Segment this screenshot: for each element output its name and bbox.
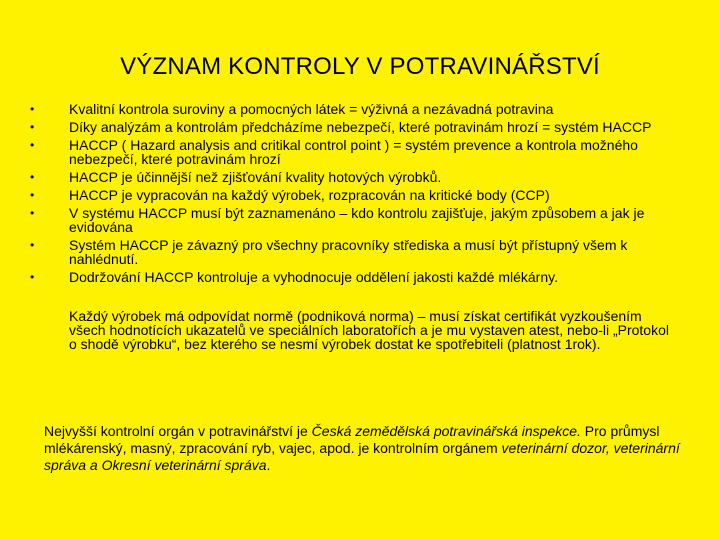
bullet-list — [44, 102, 694, 288]
inspection-text-2: Pro průmysl mlékárenský, masný, zpracování ryb, vajec, apod. je kontrolním orgánem — [44, 423, 660, 456]
bullet-item: • Systém HACCP je závazný pro všechny pracovníky střediska a musí být přístupný všem k nahlédnutí. — [44, 238, 694, 266]
bullet-item: • V systému HACCP musí být zaznamenáno – kdo kontrolu zajišťuje, jakým způsobem a jak je evidována — [44, 206, 694, 234]
bullet-item: • HACCP je účinnější než zjišťování kvality hotových výrobků. — [44, 170, 694, 184]
slide-title: VÝZNAM KONTROLY V POTRAVINÁŘSTVÍ — [120, 53, 600, 80]
bullet-item: • HACCP ( Hazard analysis and critikal control point ) = systém prevence a kontrola možného nebezpečí, které potravinám hrozí — [44, 138, 694, 166]
inspection-authority: Česká zemědělská potravinářská inspekce. — [311, 423, 581, 439]
certification-paragraph: Každý výrobek má odpovídat normě (podniková norma) – musí získat certifikát vyzkoušením všech hodnotících ukazatelů ve speciálních laboratořích a je mu vystaven atest, nebo-li „Protokol o shodě výrobku“, bez kterého se nesmí výrobek dostat ke spotřebiteli (platnost 1rok). — [69, 308, 669, 352]
bullet-item: • Dodržování HACCP kontroluje a vyhodnocuje oddělení jakosti každé mlékárny. — [44, 270, 694, 284]
inspection-text-1: Nejvyšší kontrolní orgán v potravinářství je — [44, 423, 312, 439]
inspection-text-3: . — [266, 457, 271, 473]
bullet-item: • Kvalitní kontrola suroviny a pomocných látek = výživná a nezávadná potravina — [44, 102, 694, 116]
inspection-paragraph — [44, 423, 694, 474]
veterinary-authority: veterinární dozor, veterinární správa a Okresní veterinární správa — [44, 440, 680, 473]
bullet-item: • Díky analýzám a kontrolám předcházíme nebezpečí, které potravinám hrozí = systém HACCP — [44, 120, 694, 134]
bullet-item: • HACCP je vypracován na každý výrobek, rozpracován na kritické body (CCP) — [44, 188, 694, 202]
